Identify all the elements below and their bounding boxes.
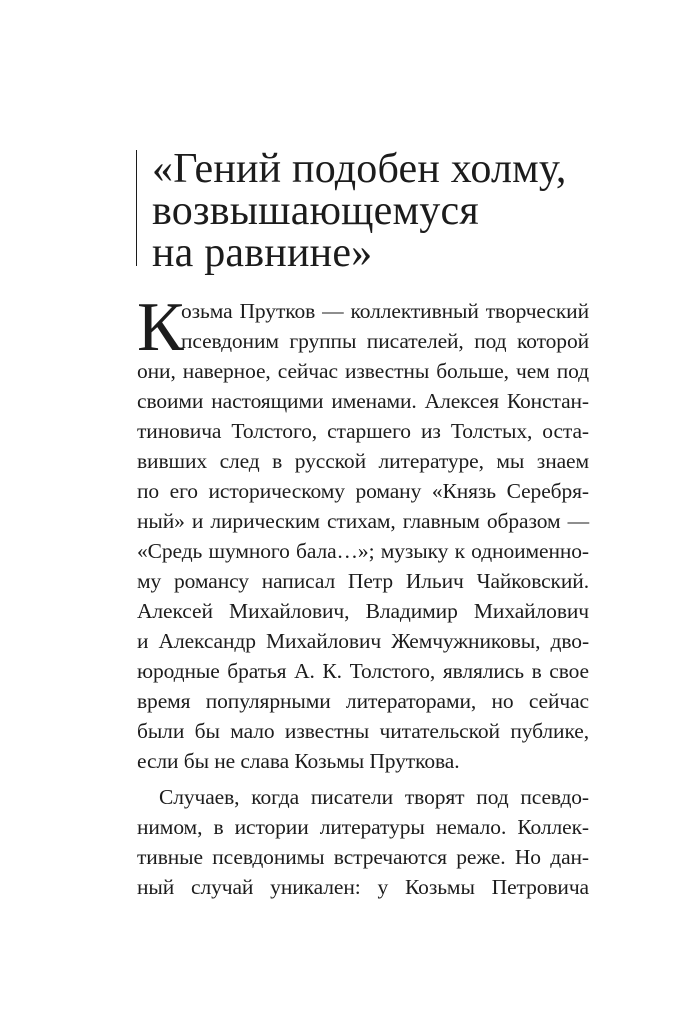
text-line: псевдоним группы писателей, под которой [181,329,589,353]
chapter-title [152,148,616,274]
text-line: юродные братья А. К. Толстого, являлись в свое [137,659,589,683]
title-line: на равнине» [152,230,373,276]
text-line: озьма Прутков — коллективный творческий [181,299,589,323]
body-text [137,289,589,902]
title-line: возвышающемуся [152,188,479,234]
text-line: они, наверное, сейчас известны больше, чем под [137,359,589,383]
text-line: тиновича Толстого, старшего из Толстых, оста- [137,419,589,443]
text-line: ный случай уникален: у Козьмы Петровича [137,875,589,899]
text-line: были бы мало известны читательской публике, [137,719,589,743]
text-line: му романсу написал Петр Ильич Чайковский. [137,569,589,593]
title-vertical-rule [136,150,137,266]
paragraph-2 [137,782,589,902]
text-line: ный» и лирическим стихам, главным образом — [137,509,589,533]
chapter-title-block [136,148,616,274]
text-line: своими настоящими именами. Алексея Констан- [137,389,589,413]
text-line: по его историческому роману «Князь Серебря- [137,479,589,503]
text-line: Алексей Михайлович, Владимир Михайлович [137,599,589,623]
text-line: «Средь шумного бала…»; музыку к одноименно- [137,539,589,563]
text-line: и Александр Михайлович Жемчужниковы, дво- [137,629,589,653]
text-line: нимом, в истории литературы немало. Коллек- [137,815,589,839]
text-line: время популярными литераторами, но сейчас [137,689,589,713]
text-line: если бы не слава Козьмы Пруткова. [137,749,460,773]
drop-cap: К [137,289,184,366]
title-line: «Гений подобен холму, [152,146,567,192]
text-line: вивших след в русской литературе, мы знаем [137,449,589,473]
text-line: Случаев, когда писатели творят под псевдо- [159,785,589,809]
text-line: тивные псевдонимы встречаются реже. Но дан- [137,845,589,869]
paragraph-1 [137,289,589,776]
